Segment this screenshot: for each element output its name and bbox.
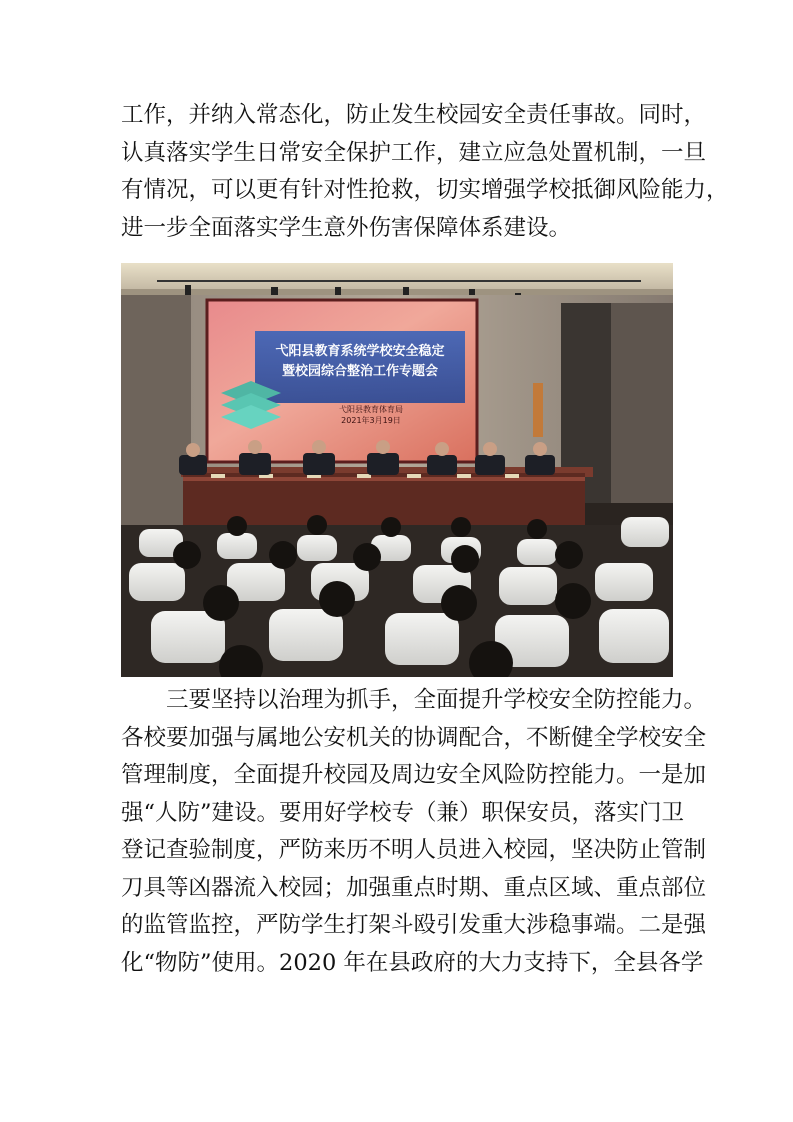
text-line: 强“人防”建设。要用好学校专（兼）职保安员，落实门卫 (121, 799, 685, 826)
screen-title-line1: 弋阳县教育系统学校安全稳定 (275, 344, 445, 359)
text-line: 刀具等凶器流入校园；加强重点时期、重点区域、重点部位 (121, 874, 707, 901)
paragraph-bottom (121, 682, 707, 982)
text-line: 的监管监控，严防学生打架斗殴引发重大涉稳事端。二是强 (121, 912, 707, 938)
text-line: 工作，并纳入常态化，防止发生校园安全责任事故。同时， (121, 102, 707, 128)
text-line: 进一步全面落实学生意外伤害保障体系建设。 (121, 214, 572, 241)
paragraph-top (121, 97, 729, 247)
screen-org: 弋阳县教育体育局 (339, 405, 403, 414)
text-line: 认真落实学生日常安全保护工作，建立应急处置机制，一旦 (121, 139, 707, 166)
text-line: 化“物防”使用。2020 年在县政府的大力支持下，全县各学 (121, 949, 704, 976)
text-line: 管理制度，全面提升校园及周边安全风险防控能力。一是加 (121, 762, 707, 788)
meeting-photo-illustration (121, 263, 673, 677)
text-line: 有情况，可以更有针对性抢救，切实增强学校抵御风险能力， (121, 177, 729, 203)
text-line: 登记查验制度，严防来历不明人员进入校园，坚决防止管制 (121, 837, 707, 863)
text-line: 各校要加强与属地公安机关的协调配合，不断健全学校安全 (121, 724, 707, 751)
screen-date: 2021年3月19日 (341, 416, 401, 425)
screen-title-line2: 暨校园综合整治工作专题会 (281, 364, 439, 379)
text-line: 三要坚持以治理为抓手，全面提升学校安全防控能力。 (166, 687, 707, 713)
meeting-photo (121, 263, 673, 677)
